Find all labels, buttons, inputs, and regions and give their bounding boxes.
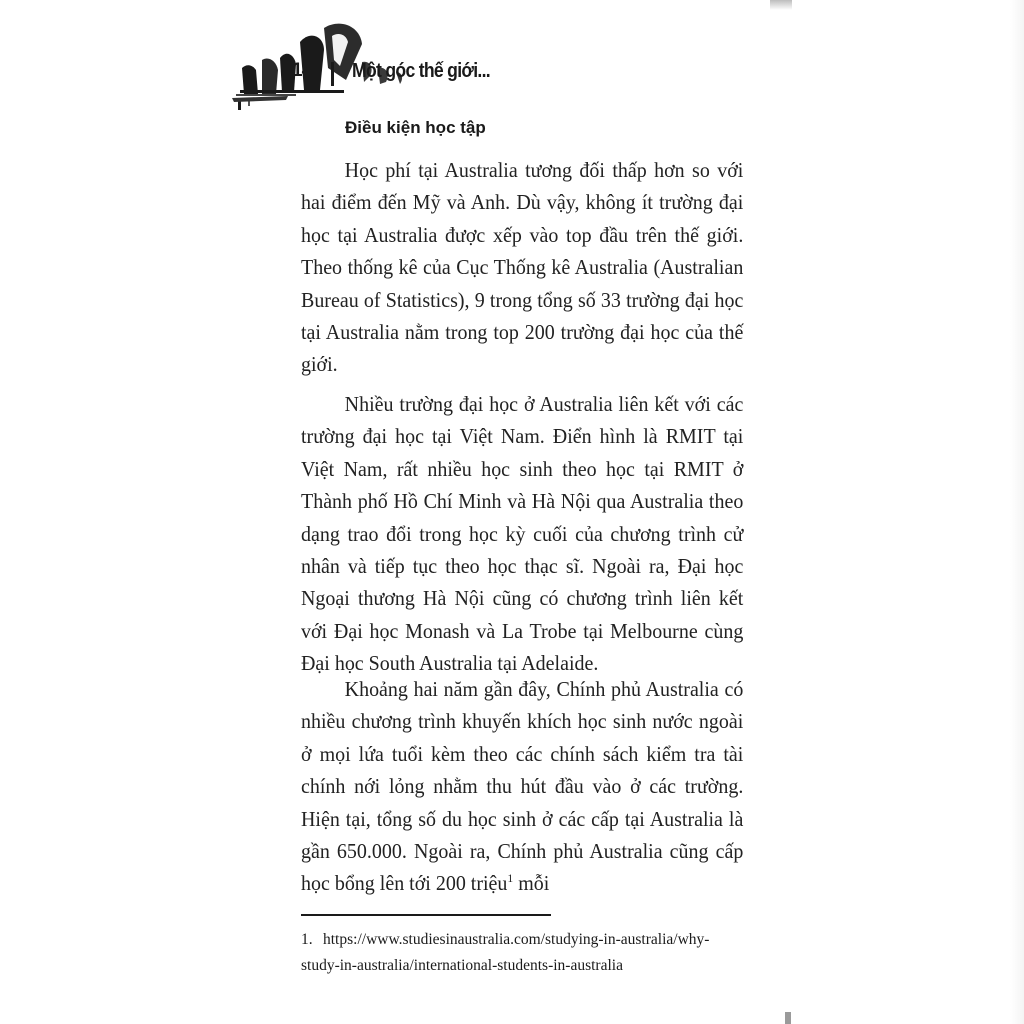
paragraph-3-text: Khoảng hai năm gần đây, Chính phủ Australia có nhiều chương trình khuyến khích học sinh nước ngoài ở mọi lứa tuổi kèm theo các chính sách kiểm tra tài chính nới lỏng nhằm thu hút đầu vào ở các trường. Hiện tại, tổng số du học sinh ở các cấp tại Australia là gần 650.000. Ngoài ra, Chính phủ Australia cũng cấp học bổng lên tới 200 triệu — [301, 679, 744, 896]
running-title: Một góc thế giới... — [352, 60, 490, 82]
footnote-rule — [301, 914, 551, 916]
page-right-margin-shade — [1010, 0, 1024, 1024]
footnote — [301, 927, 759, 979]
paragraph-1 — [301, 155, 743, 382]
paragraph-3-continuation: mỗi — [513, 873, 550, 896]
footnote-url-line-2: study-in-australia/international-students-in-australia — [301, 957, 623, 974]
footnote-reference: 1 — [507, 871, 514, 886]
header-divider — [331, 62, 334, 86]
footnote-number: 1. — [301, 931, 313, 948]
paragraph-1-text: Học phí tại Australia tương đối thấp hơn so với hai điểm đến Mỹ và Anh. Dù vậy, không ít trường đại học tại Australia được xếp vào top đầu trên thế giới. Theo thống kê của Cục Thống kê Australia (Australian Bureau of Statistics), 9 trong tổng số 33 trường đại học tại Australia nằm trong top 200 trường đại học của thế giới. — [301, 160, 744, 377]
section-heading: Điều kiện học tập — [345, 118, 486, 137]
paragraph-2-text: Nhiều trường đại học ở Australia liên kết với các trường đại học tại Việt Nam. Điển hình là RMIT tại Việt Nam, rất nhiều học sinh theo học tại RMIT ở Thành phố Hồ Chí Minh và Hà Nội qua Australia theo dạng trao đổi trong học kỳ cuối của chương trình cử nhân và tiếp tục theo học thạc sĩ. Ngoài ra, Đại học Ngoại thương Hà Nội cũng có chương trình liên kết với Đại học Monash và La Trobe tại Melbourne cùng Đại học South Australia tại Adelaide. — [301, 394, 744, 676]
paragraph-3 — [301, 674, 743, 901]
paragraph-2 — [301, 389, 743, 681]
footnote-url-line-1: https://www.studiesinaustralia.com/studying-in-australia/why- — [323, 931, 710, 948]
adjacent-page-edge-top — [770, 0, 792, 10]
page-number: 14 — [292, 60, 312, 81]
adjacent-page-edge-bottom — [785, 1012, 791, 1024]
